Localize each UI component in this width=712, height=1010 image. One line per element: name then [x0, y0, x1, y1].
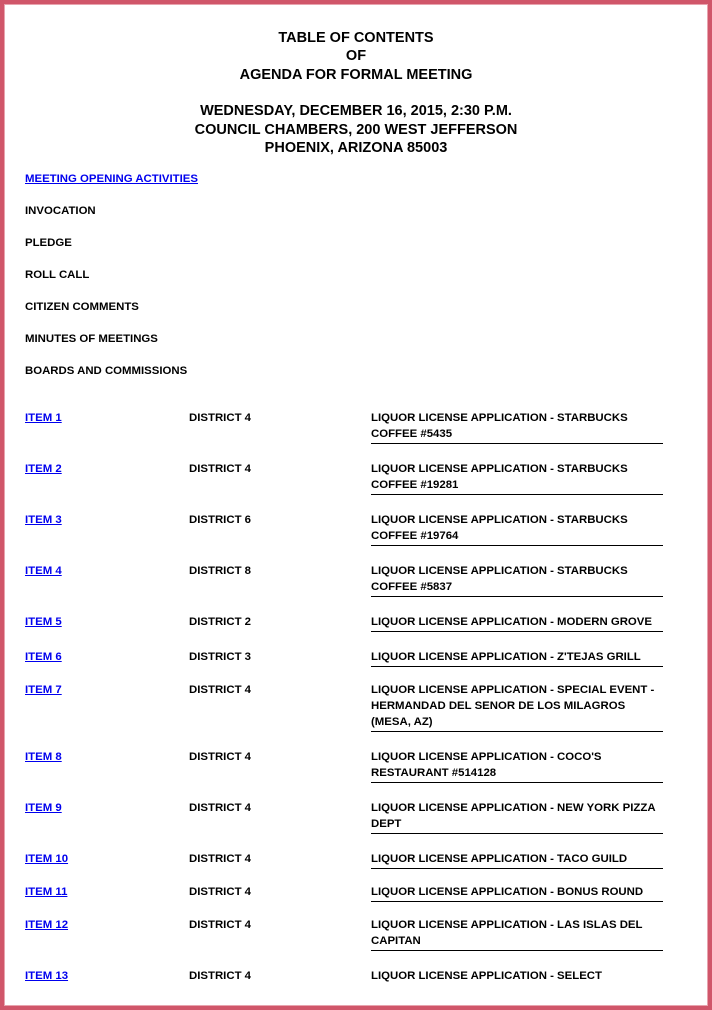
agenda-item-row: [25, 749, 675, 783]
item-district: DISTRICT 8: [189, 565, 252, 577]
agenda-item-row: [25, 800, 675, 834]
agenda-item-row: [25, 410, 675, 444]
meeting-location: COUNCIL CHAMBERS, 200 WEST JEFFERSON: [194, 121, 518, 138]
item-description: LIQUOR LICENSE APPLICATION - STARBUCKS COFFEE #5435: [371, 410, 663, 444]
item-district: DISTRICT 4: [189, 970, 252, 982]
agenda-item-row: [25, 563, 675, 597]
section-boards-and-commissions: BOARDS AND COMMISSIONS: [25, 365, 188, 377]
meeting-date: WEDNESDAY, DECEMBER 16, 2015, 2:30 P.M.: [200, 103, 512, 120]
item-description: LIQUOR LICENSE APPLICATION - TACO GUILD: [371, 851, 663, 869]
agenda-item-row: [25, 682, 675, 732]
agenda-item-row: [25, 884, 675, 902]
item-2-link[interactable]: ITEM 2: [25, 463, 62, 475]
section-invocation: INVOCATION: [25, 205, 96, 217]
meeting-city: PHOENIX, ARIZONA 85003: [264, 140, 448, 157]
item-13-link[interactable]: ITEM 13: [25, 970, 69, 982]
item-description: LIQUOR LICENSE APPLICATION - NEW YORK PIZZA DEPT: [371, 800, 663, 834]
agenda-item-row: [25, 968, 675, 985]
header-line-agenda: AGENDA FOR FORMAL MEETING: [239, 66, 473, 83]
item-4-link[interactable]: ITEM 4: [25, 565, 62, 577]
item-district: DISTRICT 3: [189, 651, 252, 663]
item-9-link[interactable]: ITEM 9: [25, 802, 62, 814]
agenda-items-list: [25, 410, 675, 985]
item-description: LIQUOR LICENSE APPLICATION - MODERN GROVE: [371, 614, 663, 632]
item-district: DISTRICT 2: [189, 616, 252, 628]
agenda-item-row: [25, 917, 675, 951]
section-pledge: PLEDGE: [25, 237, 72, 249]
item-description: LIQUOR LICENSE APPLICATION - SELECT: [371, 970, 602, 982]
meeting-opening-activities-link[interactable]: MEETING OPENING ACTIVITIES: [25, 173, 198, 185]
item-description: LIQUOR LICENSE APPLICATION - STARBUCKS COFFEE #19764: [371, 512, 663, 546]
item-district: DISTRICT 4: [189, 412, 252, 424]
header-line-of: OF: [345, 48, 367, 65]
item-district: DISTRICT 4: [189, 919, 252, 931]
item-description: LIQUOR LICENSE APPLICATION - STARBUCKS COFFEE #5837: [371, 563, 663, 597]
item-description: LIQUOR LICENSE APPLICATION - COCO'S RESTAURANT #514128: [371, 749, 663, 783]
item-description: LIQUOR LICENSE APPLICATION - LAS ISLAS DEL CAPITAN: [371, 917, 663, 951]
item-3-link[interactable]: ITEM 3: [25, 514, 62, 526]
item-10-link[interactable]: ITEM 10: [25, 853, 69, 865]
item-description: LIQUOR LICENSE APPLICATION - Z'TEJAS GRILL: [371, 649, 663, 667]
agenda-item-row: [25, 614, 675, 632]
header-gap: [4, 84, 708, 102]
agenda-item-row: [25, 649, 675, 667]
section-minutes-of-meetings: MINUTES OF MEETINGS: [25, 333, 158, 345]
item-11-link[interactable]: ITEM 11: [25, 886, 68, 898]
item-district: DISTRICT 4: [189, 886, 252, 898]
item-1-link[interactable]: ITEM 1: [25, 412, 62, 424]
item-5-link[interactable]: ITEM 5: [25, 616, 62, 628]
section-roll-call: ROLL CALL: [25, 269, 90, 281]
item-district: DISTRICT 6: [189, 514, 252, 526]
document-header: [4, 29, 708, 157]
item-6-link[interactable]: ITEM 6: [25, 651, 62, 663]
item-district: DISTRICT 4: [189, 751, 252, 763]
section-citizen-comments: CITIZEN COMMENTS: [25, 301, 139, 313]
item-description: LIQUOR LICENSE APPLICATION - BONUS ROUND: [371, 884, 663, 902]
item-district: DISTRICT 4: [189, 463, 252, 475]
item-7-link[interactable]: ITEM 7: [25, 684, 62, 696]
opening-activities: [25, 170, 198, 394]
agenda-item-row: [25, 461, 675, 495]
agenda-item-row: [25, 851, 675, 869]
item-description: LIQUOR LICENSE APPLICATION - SPECIAL EVENT - HERMANDAD DEL SENOR DE LOS MILAGROS (MESA, AZ): [371, 682, 663, 732]
header-line-toc: TABLE OF CONTENTS: [278, 30, 434, 46]
item-8-link[interactable]: ITEM 8: [25, 751, 62, 763]
item-district: DISTRICT 4: [189, 802, 252, 814]
item-description: LIQUOR LICENSE APPLICATION - STARBUCKS COFFEE #19281: [371, 461, 663, 495]
item-district: DISTRICT 4: [189, 684, 252, 696]
item-district: DISTRICT 4: [189, 853, 252, 865]
item-12-link[interactable]: ITEM 12: [25, 919, 69, 931]
agenda-item-row: [25, 512, 675, 546]
